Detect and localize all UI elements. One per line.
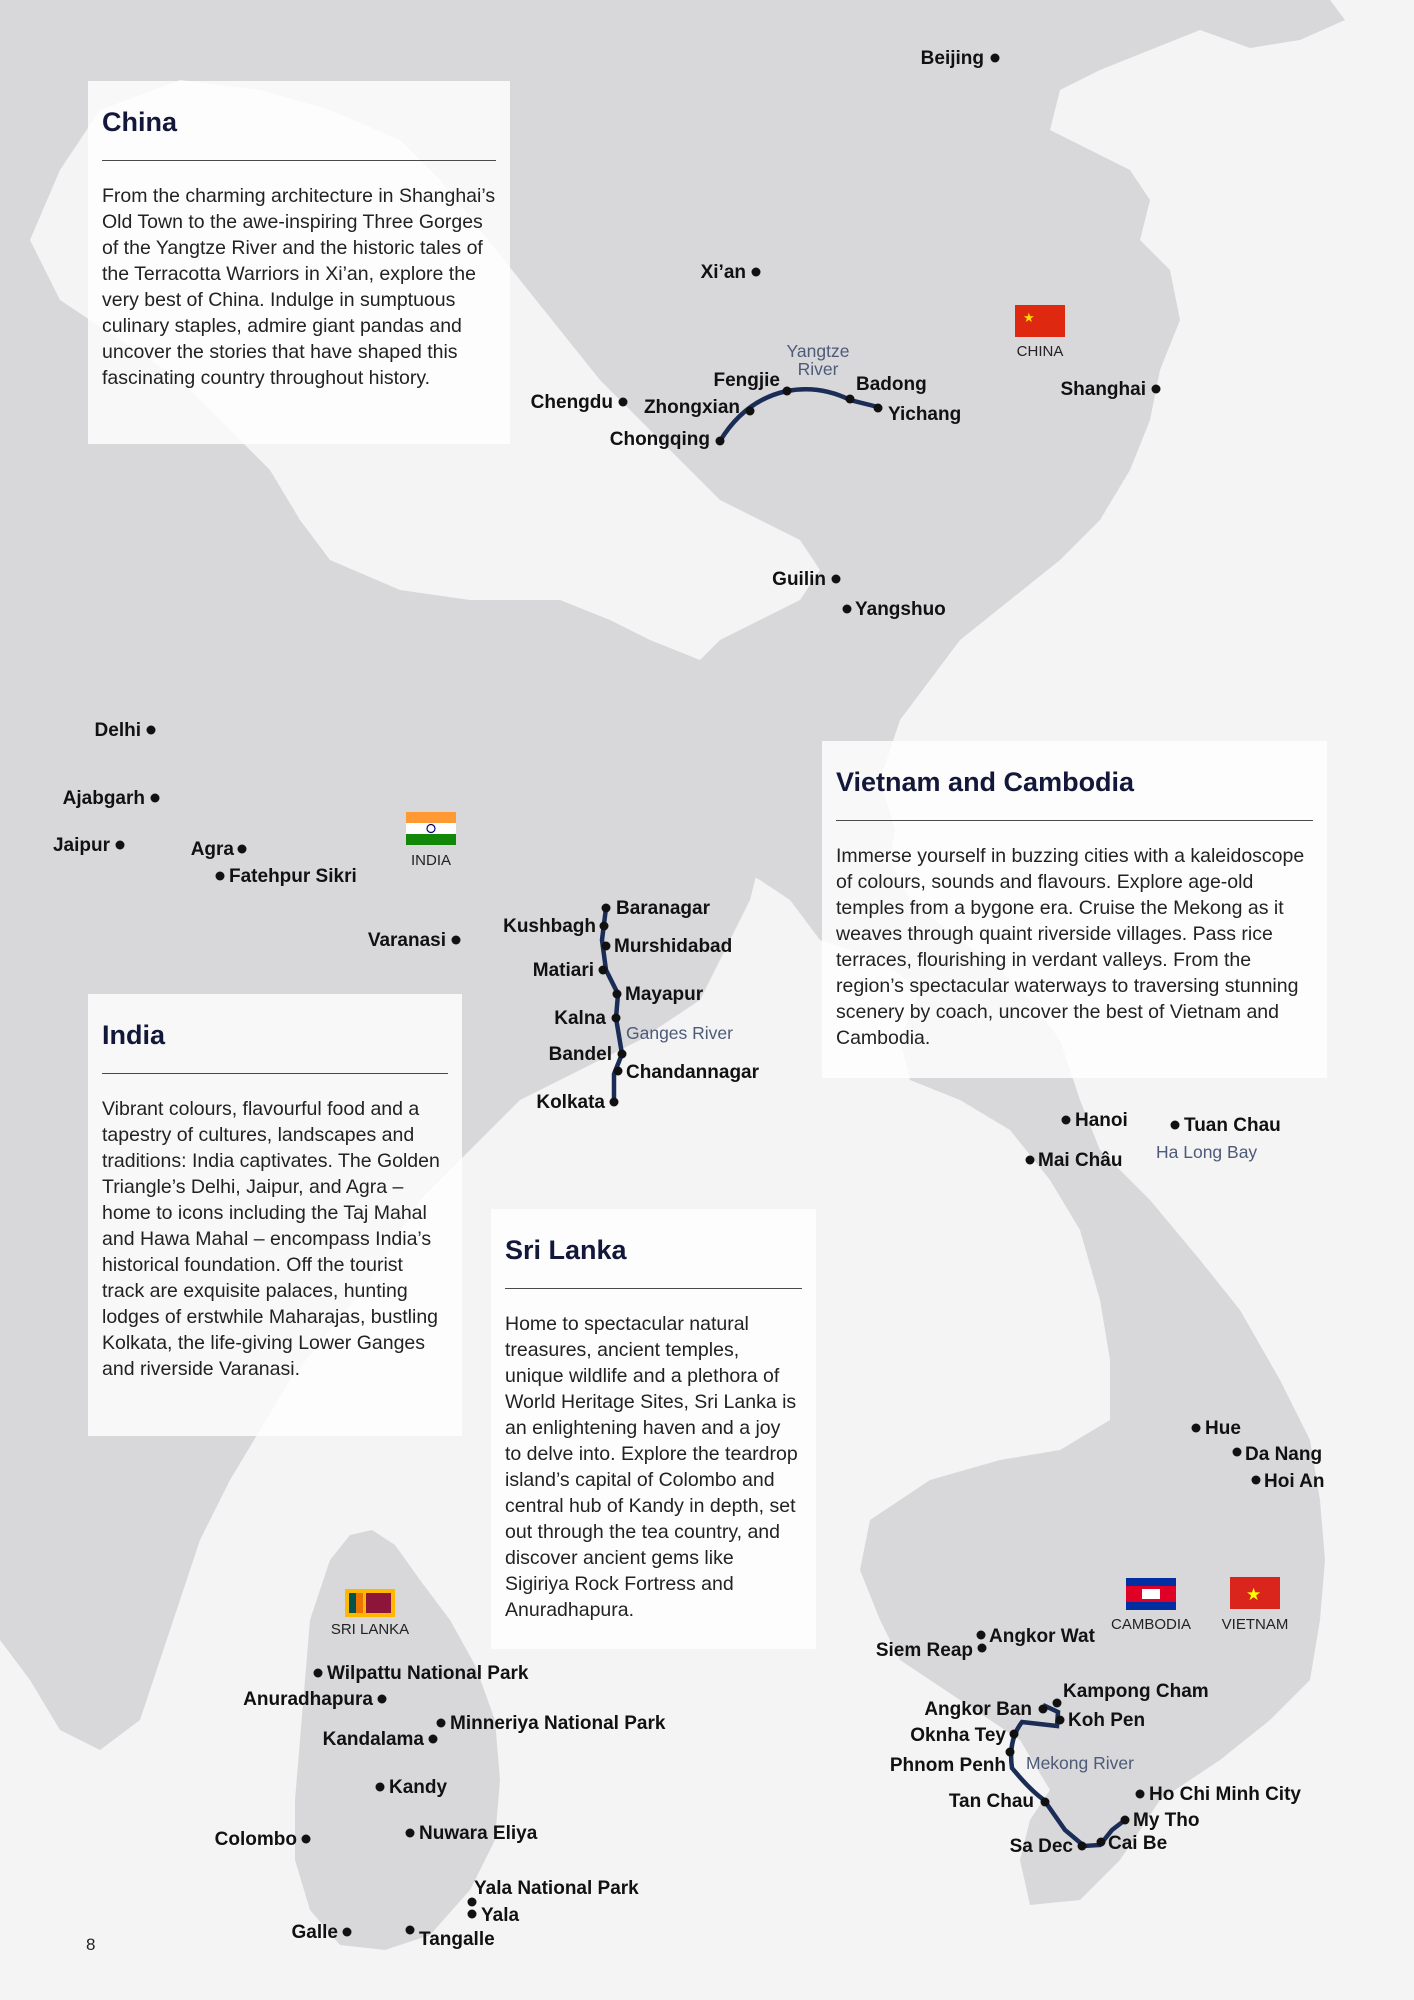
city-label: Delhi [94,720,141,741]
city-label: Murshidabad [614,936,733,957]
city-label: Mayapur [625,984,704,1005]
city-label: Angkor Wat [989,1626,1095,1647]
city-dot [846,395,855,404]
city-label: Xi’an [700,262,746,283]
city-label: Shanghai [1060,379,1146,400]
city-label: Tuan Chau [1184,1115,1281,1136]
vietnam-panel-body: Immerse yourself in buzzing cities with a kaleidoscope of colours, sounds and flavours. Explore age-old temples from a bygone era. Cruise the Mekong as it weaves through quaint riverside villages. Pass rice terraces, flourishing in verdant valleys. From the region’s spectacular waterways to traversing stunning scenery by coach, uncover the best of Vietnam and Cambodia. [836,845,1305,1049]
city-dot [452,936,461,945]
city-dot [1097,1838,1106,1847]
city-label: Da Nang [1245,1444,1323,1465]
city-label: Cai Be [1108,1833,1168,1854]
city-label: Baranagar [616,898,710,919]
city-label: Kandy [389,1777,448,1798]
city-dot [716,437,725,446]
city-label: Fengjie [713,370,780,391]
city-label: Yangshuo [855,599,946,620]
vietnam-panel-title: Vietnam and Cambodia [836,767,1313,821]
river-label: Ganges River [626,1023,733,1043]
flag-label: VIETNAM [1221,1616,1289,1633]
flag-label: INDIA [410,852,452,869]
city-dot [610,1098,619,1107]
india-panel-title: India [102,1020,448,1074]
city-label: Kandalama [322,1729,424,1750]
city-label: Hanoi [1075,1110,1128,1131]
india-panel [88,994,462,1436]
city-dot [238,845,247,854]
city-dot [978,1644,987,1653]
city-dot [302,1835,311,1844]
city-dot [1062,1116,1071,1125]
city-dot [147,726,156,735]
city-dot [437,1719,446,1728]
city-dot [1039,1705,1048,1714]
vietnam-flag-icon [1222,1577,1289,1633]
city-dot [843,605,852,614]
river-label: River [797,359,839,379]
svg-text:★: ★ [1023,311,1035,326]
river-label: Mekong River [1026,1753,1134,1773]
city-dot [599,966,608,975]
city-dot [1053,1699,1062,1708]
city-dot [991,54,1000,63]
srilanka-panel-body: Home to spectacular natural treasures, ancient temples, unique wildlife and a plethora of World Heritage Sites, Sri Lanka is an enlightening haven and a joy to delve into. Explore the teardrop island’s capital of Colombo and central hub of Kandy in depth, set out through the tea country, and discover ancient gems like Sigiriya Rock Fortress and Anuradhapura. [505,1313,798,1621]
svg-text:★: ★ [1246,1585,1262,1605]
flag-label: CAMBODIA [1110,1616,1192,1633]
city-dot [619,398,628,407]
city-dot [602,904,611,913]
city-label: Chengdu [530,392,613,413]
city-label: Ajabgarh [62,788,145,809]
flag-label: SRI LANKA [330,1621,410,1638]
city-label: Chongqing [609,429,710,450]
city-dot [600,922,609,931]
city-label: Kolkata [536,1092,605,1113]
city-label: My Tho [1133,1810,1200,1831]
city-dot [874,404,883,413]
srilanka-panel [491,1209,816,1649]
city-dot [314,1669,323,1678]
city-label: Fatehpur Sikri [229,866,357,887]
city-label: Yichang [888,404,962,425]
city-label: Guilin [772,569,826,590]
city-label: Tan Chau [948,1791,1034,1812]
city-dot [151,794,160,803]
city-label: Kalna [554,1008,606,1029]
city-label: Jaipur [52,835,110,856]
city-label: Hue [1205,1418,1241,1439]
city-dot [1026,1156,1035,1165]
city-label: Galle [291,1922,338,1943]
city-dot [343,1928,352,1937]
city-label: Wilpattu National Park [327,1663,529,1684]
china-panel-title: China [102,107,496,161]
city-dot [612,1014,621,1023]
city-label: Kushbagh [503,916,596,937]
city-dot [1252,1476,1261,1485]
city-dot [1041,1798,1050,1807]
city-label: Kampong Cham [1063,1681,1209,1702]
city-dot [116,841,125,850]
vietnam-panel [822,741,1327,1078]
city-label: Ho Chi Minh City [1149,1784,1301,1805]
flag-label: CHINA [1016,343,1064,360]
city-dot [613,990,622,999]
region-label: Ha Long Bay [1156,1142,1258,1162]
city-dot [1056,1716,1065,1725]
city-label: Hoi An [1264,1471,1325,1492]
city-label: Varanasi [367,930,446,951]
india-panel-body: Vibrant colours, flavourful food and a tapestry of cultures, landscapes and traditions: India captivates. The Golden Triangle’s Delhi, Jaipur, and Agra – home to icons including the Taj Mahal and Hawa Mahal – encompass India’s historical foundation. Off the tourist track are exquisite palaces, hunting lodges of erstwhile Maharajas, bustling Kolkata, the life-giving Lower Ganges and riverside Varanasi. [102,1098,440,1380]
city-dot [752,268,761,277]
china-panel-body: From the charming architecture in Shanghai’s Old Town to the awe-inspiring Three Gorges of the Yangtze River and the historic tales of the Terracotta Warriors in Xi’an, explore the very best of China. Indulge in sumptuous culinary staples, admire giant pandas and uncover the stories that have shaped this fascinating country throughout history. [102,185,496,389]
city-dot [1010,1730,1019,1739]
city-dot [977,1631,986,1640]
city-label: Nuwara Eliya [419,1823,538,1844]
city-dot [783,387,792,396]
city-label: Siem Reap [875,1640,973,1661]
city-label: Yala National Park [474,1878,639,1899]
city-label: Agra [190,839,234,860]
city-dot [746,407,755,416]
city-label: Sa Dec [1009,1836,1073,1857]
city-dot [1192,1424,1201,1433]
city-dot [429,1735,438,1744]
river-label: Yangtze [786,341,850,361]
city-label: Bandel [548,1044,612,1065]
city-dot [602,942,611,951]
city-dot [1121,1816,1130,1825]
city-dot [614,1067,623,1076]
city-dot [1078,1842,1087,1851]
city-dot [1136,1790,1145,1799]
city-label: Oknha Tey [910,1725,1006,1746]
city-label: Koh Pen [1068,1710,1146,1731]
city-dot [406,1829,415,1838]
city-dot [378,1695,387,1704]
city-label: Phnom Penh [889,1755,1006,1776]
city-dot [618,1050,627,1059]
page-number: 8 [86,1935,96,1954]
city-label: Chandannagar [626,1062,760,1083]
city-dot [1171,1121,1180,1130]
city-dot [1152,385,1161,394]
city-label: Tangalle [419,1929,495,1950]
city-label: Zhongxian [643,397,740,418]
city-dot [406,1926,415,1935]
city-label: Mai Châu [1038,1150,1123,1171]
city-dot [1006,1748,1015,1757]
china-flag-icon [1015,305,1065,360]
city-label: Matiari [532,960,594,981]
city-dot [1233,1448,1242,1457]
city-label: Anuradhapura [243,1689,373,1710]
city-dot [376,1783,385,1792]
city-label: Colombo [214,1829,297,1850]
india-flag-icon [406,812,456,869]
china-panel [88,81,510,444]
city-dot [468,1910,477,1919]
city-dot [832,575,841,584]
city-label: Minneriya National Park [450,1713,666,1734]
city-label: Beijing [920,48,984,69]
city-dot [216,872,225,881]
city-label: Badong [856,374,927,395]
srilanka-panel-title: Sri Lanka [505,1235,802,1289]
city-label: Angkor Ban [924,1699,1032,1720]
city-label: Yala [481,1905,520,1926]
